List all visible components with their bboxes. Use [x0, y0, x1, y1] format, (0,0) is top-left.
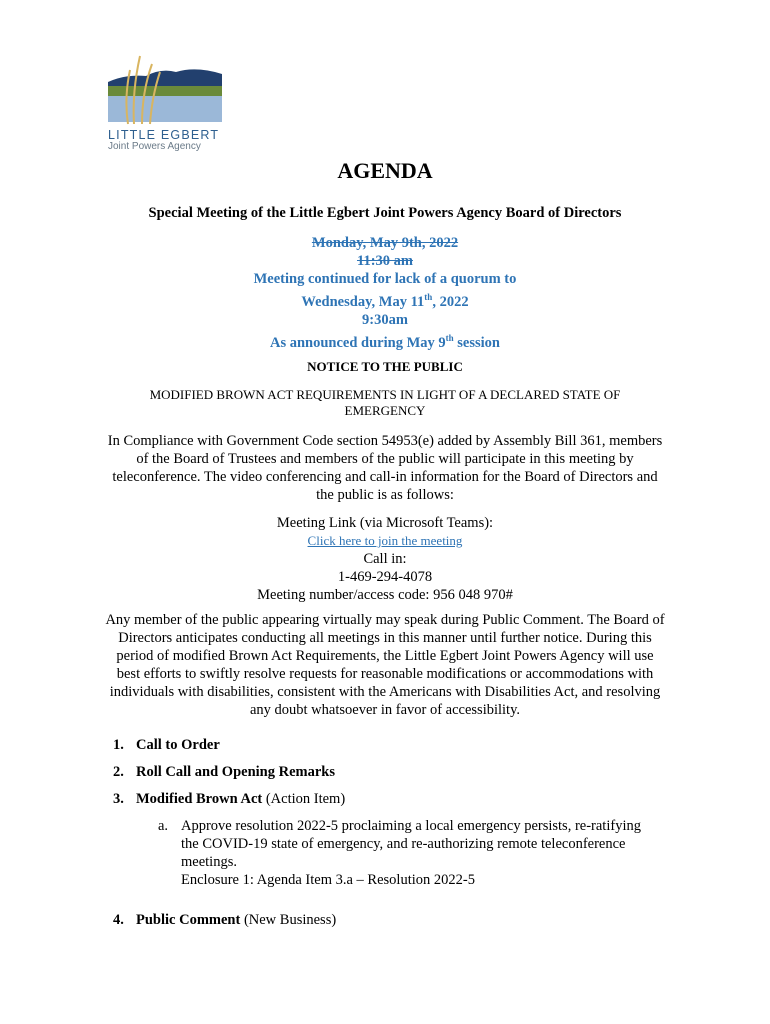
agenda-subitem: a. Approve resolution 2022-5 proclaiming a local emergency persists, re-ratifying the COVID-19 state of emergency, and re-authorizing remote teleconference meetings. Enclosure 1: Agenda Item 3.a – Resolution 2022-5 [158, 818, 641, 888]
announced-note: As announced during May 9th session [269, 332, 500, 351]
join-meeting-link[interactable]: Click here to join the meeting [307, 533, 463, 548]
original-date: Monday, May 9th, 2022 [311, 235, 459, 251]
notice-heading: NOTICE TO THE PUBLIC [307, 359, 463, 374]
phone-number: 1-469-294-4078 [337, 569, 433, 585]
meeting-link-label: Meeting Link (via Microsoft Teams): [276, 515, 494, 531]
logo-subtitle: Joint Powers Agency [108, 141, 201, 152]
meeting-info [0, 514, 770, 604]
call-in-label: Call in: [363, 551, 407, 567]
agenda-item: 4. Public Comment (New Business) [113, 912, 337, 928]
agenda-item: 2. Roll Call and Opening Remarks [113, 764, 335, 780]
meeting-dates [0, 234, 770, 352]
public-access-paragraph: Any member of the public appearing virtually may speak during Public Comment. The Board of Directors anticipates conducting all meetings in this manner until further notice. During this period of modified Brown Act Requirements, the Little Egbert Joint Powers Agency will use best efforts to swiftly resolve requests for reasonable modifications or accommodations with individuals with disabilities, consistent with the Americans with Disabilities Act, and resolving any doubt whatsoever in favor of accessibility. [105, 612, 665, 718]
agenda-items [113, 736, 713, 938]
meeting-subtitle: Special Meeting of the Little Egbert Joint Powers Agency Board of Directors [148, 205, 622, 221]
new-date: Wednesday, May 11th, 2022 [301, 292, 469, 310]
access-code: Meeting number/access code: 956 048 970# [257, 587, 513, 603]
continued-notice: Meeting continued for lack of a quorum to [253, 271, 517, 287]
logo-graphic [106, 52, 224, 126]
compliance-paragraph: In Compliance with Government Code section 54953(e) added by Assembly Bill 361, members of the Board of Trustees and members of the public will participate in this meeting by teleconference. The video conferencing and call-in information for the Board of Directors and the public is as follows: [107, 433, 663, 503]
logo-title: LITTLE EGBERT [108, 128, 220, 142]
original-time: 11:30 am [357, 253, 413, 269]
new-time: 9:30am [362, 311, 408, 328]
agency-logo [106, 52, 228, 152]
modified-brown-act-heading: MODIFIED BROWN ACT REQUIREMENTS IN LIGHT OF A DECLARED STATE OF EMERGENCY [149, 387, 621, 418]
agenda-item: 1. Call to Order [113, 737, 220, 753]
page-title: AGENDA [337, 158, 433, 183]
agenda-item: 3. Modified Brown Act (Action Item) [113, 791, 346, 807]
